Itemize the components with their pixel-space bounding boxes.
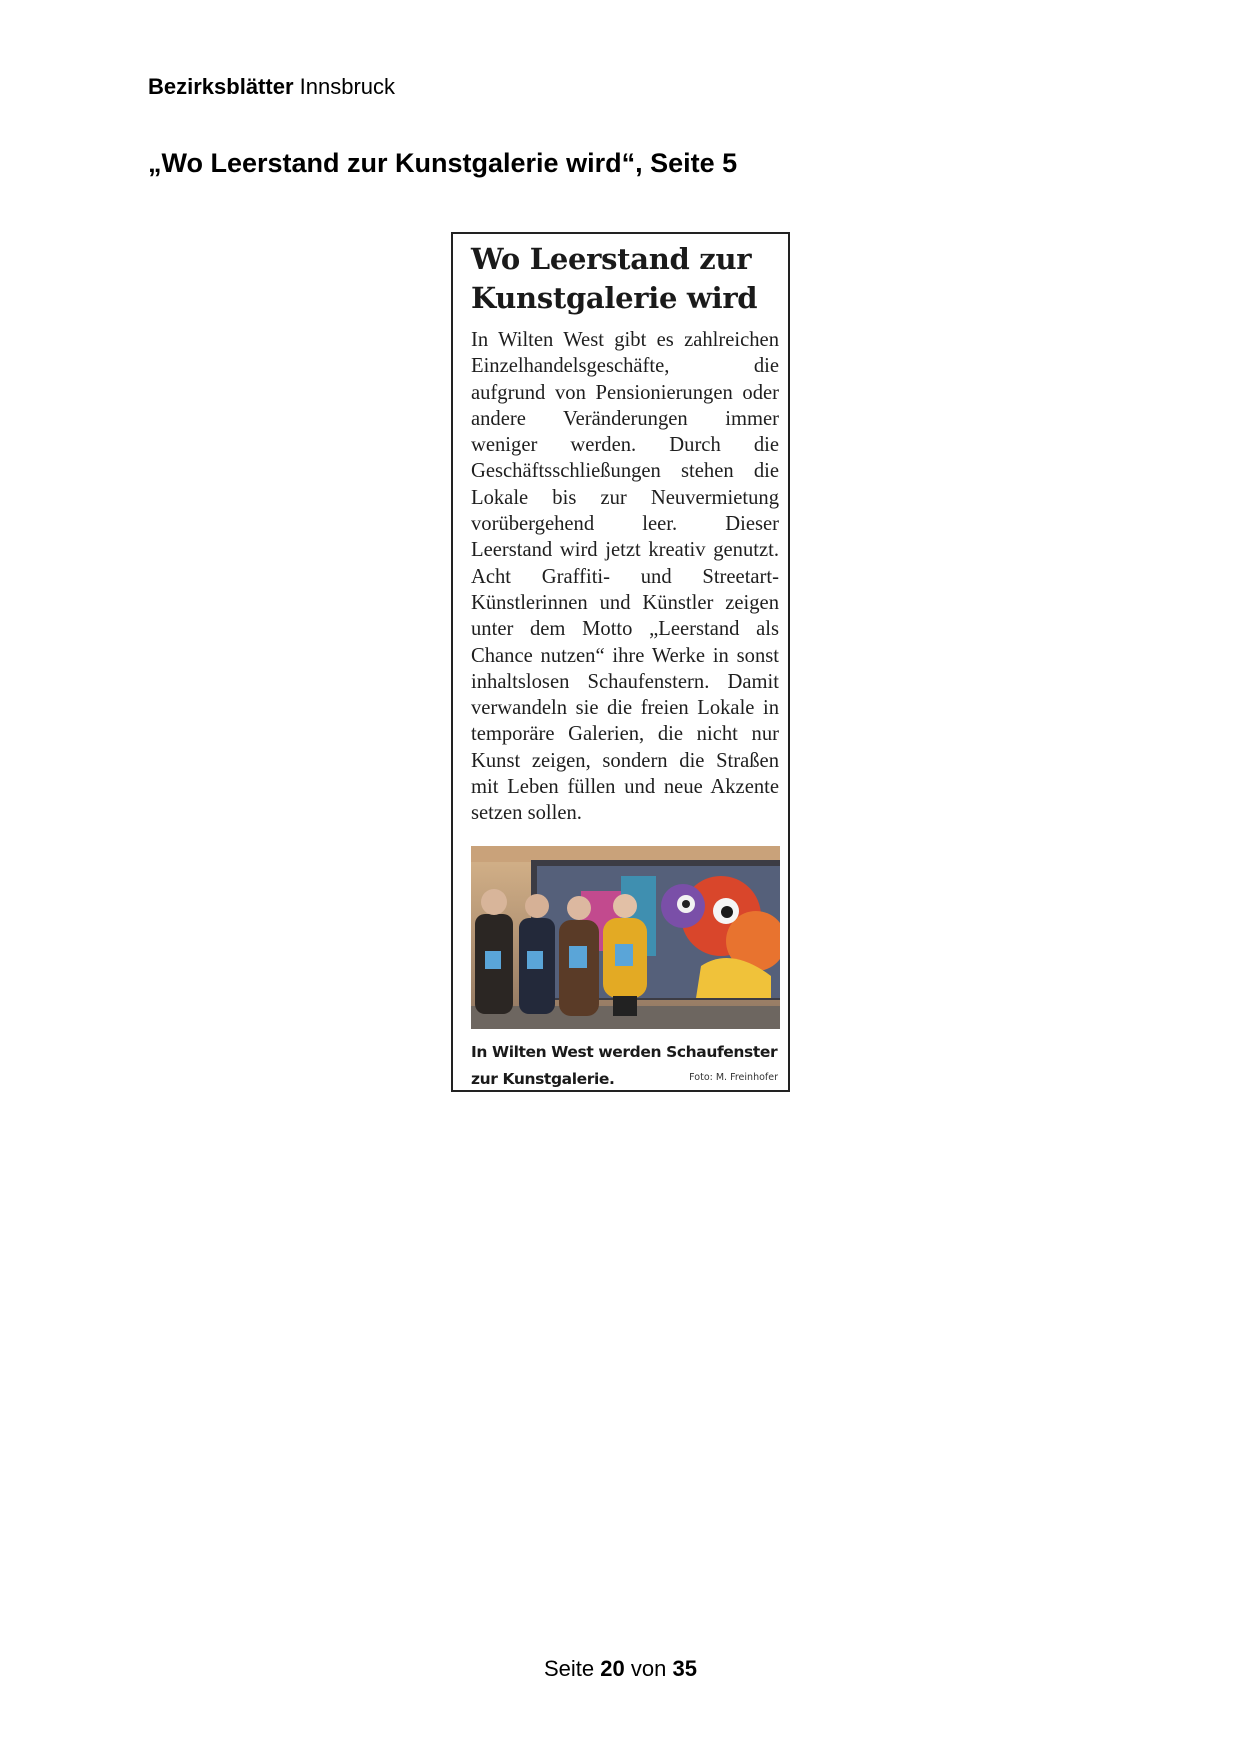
article-headline: Wo Leerstand zur Kunstgalerie wird	[471, 242, 758, 315]
publication-region: Innsbruck	[299, 74, 396, 99]
photo-illustration	[471, 846, 780, 1029]
page-header	[148, 74, 395, 100]
page-footer	[0, 1656, 1241, 1682]
footer-prefix: Seite	[544, 1656, 595, 1681]
current-page-number: 20	[600, 1656, 625, 1681]
total-page-count: 35	[672, 1656, 697, 1681]
document-title: „Wo Leerstand zur Kunstgalerie wird“, Seite 5	[148, 148, 738, 178]
photo-caption: In Wilten West werden Schaufenster zur Kunstgalerie.	[471, 1043, 778, 1088]
newspaper-clipping	[451, 232, 790, 1092]
footer-middle: von	[630, 1656, 667, 1681]
photo-credit: Foto: M. Freinhofer	[689, 1072, 778, 1083]
article-photo	[471, 846, 780, 1029]
article-body: In Wilten West gibt es zahlreichen Einzelhandelsgeschäfte, die aufgrund von Pensionierungen oder andere Veränderungen immer weniger werden. Durch die Geschäftsschließungen stehen die Lokale bis zur Neuvermietung vorübergehend leer. Dieser Leerstand wird jetzt kreativ genutzt. Acht Graffiti- und Streetart-Künstlerinnen und Künstler zeigen unter dem Motto „Leerstand als Chance nutzen“ ihre Werke in sonst inhaltslosen Schaufenstern. Damit verwandeln sie die freien Lokale in temporäre Galerien, die nicht nur Kunst zeigen, sondern die Straßen mit Leben füllen und neue Akzente setzen sollen.	[471, 329, 779, 825]
publication-name: Bezirksblätter	[148, 74, 294, 99]
